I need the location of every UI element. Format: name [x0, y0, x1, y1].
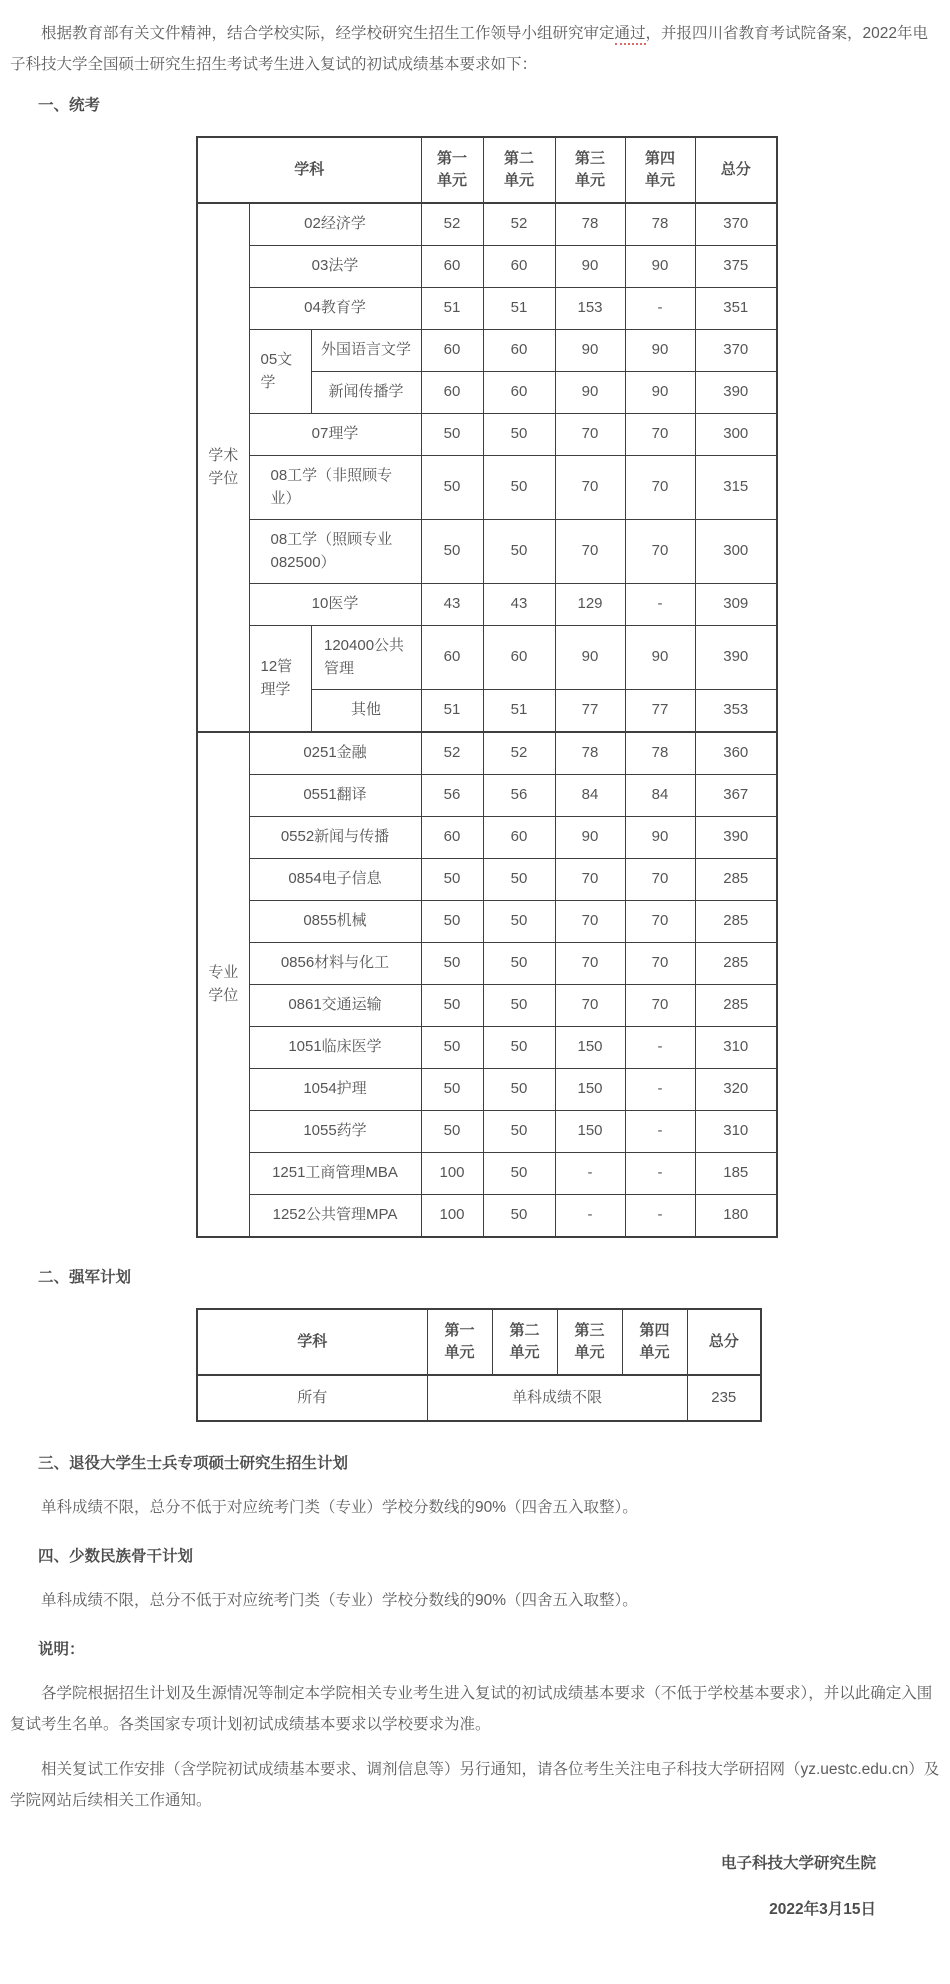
- table-row: [197, 330, 777, 372]
- score-cell: 60: [483, 246, 555, 288]
- score-cell: 51: [421, 690, 483, 733]
- table-row: [197, 732, 777, 775]
- table-row: [197, 1153, 777, 1195]
- subject-cell: 0861交通运输: [249, 985, 421, 1027]
- score-cell: 43: [483, 584, 555, 626]
- score-cell: 60: [421, 817, 483, 859]
- score-cell: 70: [625, 456, 695, 520]
- total-cell: 309: [695, 584, 777, 626]
- score-cell: 50: [483, 1069, 555, 1111]
- score-cell: 70: [555, 520, 625, 584]
- score-cell: 150: [555, 1027, 625, 1069]
- score-cell: -: [625, 584, 695, 626]
- total-cell: 235: [687, 1375, 761, 1421]
- score-cell: 90: [625, 330, 695, 372]
- score-cell: -: [625, 1069, 695, 1111]
- score-cell: 43: [421, 584, 483, 626]
- intro-text-after: ，并报四川省教育考试院备案，2022年电子科技大学全国硕士研究生招生考试考生进入复试的初试成绩基本要求如下：: [10, 25, 929, 73]
- total-cell: 285: [695, 985, 777, 1027]
- subject-cell: 0551翻译: [249, 775, 421, 817]
- score-cell: -: [625, 1195, 695, 1238]
- score-cell: 51: [483, 690, 555, 733]
- score-cell: 60: [421, 330, 483, 372]
- score-cell: -: [625, 1111, 695, 1153]
- total-cell: 310: [695, 1027, 777, 1069]
- subject-cell: 0856材料与化工: [249, 943, 421, 985]
- subject-sub-cell: [311, 626, 421, 690]
- footer-date: 2022年3月15日: [769, 1901, 876, 1918]
- total-cell: 315: [695, 456, 777, 520]
- score-cell: 78: [555, 203, 625, 246]
- score-cell: 50: [421, 1069, 483, 1111]
- score-cell: 153: [555, 288, 625, 330]
- score-cell: 52: [483, 732, 555, 775]
- score-cell: 50: [421, 414, 483, 456]
- table-row: [197, 1069, 777, 1111]
- score-cell: 90: [625, 817, 695, 859]
- section-title-notes: 说明：: [38, 1641, 85, 1658]
- subject-group-cell: [249, 626, 311, 733]
- score-cell: -: [625, 288, 695, 330]
- score-cell: 90: [625, 372, 695, 414]
- section-title-veteran-plan: 三、退役大学生士兵专项硕士研究生招生计划: [38, 1455, 349, 1472]
- header-unit1-label: 第一单元: [444, 1321, 475, 1361]
- score-cell: 51: [483, 288, 555, 330]
- table-row: [197, 1195, 777, 1238]
- header-unit2-label: 第二单元: [509, 1321, 540, 1361]
- score-cell: 52: [421, 203, 483, 246]
- header-unit2: [483, 137, 555, 203]
- score-cell: 78: [625, 203, 695, 246]
- score-cell: 150: [555, 1111, 625, 1153]
- table-row: [197, 288, 777, 330]
- score-cell: 50: [483, 1153, 555, 1195]
- qiangjun-plan-table: [196, 1308, 762, 1422]
- score-cell: 50: [421, 985, 483, 1027]
- score-cell: 70: [625, 943, 695, 985]
- score-cell: 51: [421, 288, 483, 330]
- footer: [10, 1852, 940, 1922]
- table-row: [197, 584, 777, 626]
- table-row: [197, 943, 777, 985]
- header-subject: 学科: [197, 1309, 427, 1375]
- table-row: [197, 456, 777, 520]
- score-cell: 70: [555, 985, 625, 1027]
- subject-cell: 1252公共管理MPA: [249, 1195, 421, 1238]
- score-cell: -: [555, 1153, 625, 1195]
- score-cell: 77: [625, 690, 695, 733]
- score-cell: 50: [483, 1195, 555, 1238]
- subject-cell: 02经济学: [249, 203, 421, 246]
- score-cell: 56: [421, 775, 483, 817]
- score-cell: 90: [555, 372, 625, 414]
- notes-paragraph-1: 各学院根据招生计划及生源情况等制定本学院相关专业考生进入复试的初试成绩基本要求（不低于学校基本要求），并以此确定入围复试考生名单。各类国家专项计划初试成绩基本要求以学校要求为准。: [10, 1685, 933, 1733]
- subject-cell: 10医学: [249, 584, 421, 626]
- table-row: [197, 775, 777, 817]
- subject-cell: 07理学: [249, 414, 421, 456]
- subject-cell: 0552新闻与传播: [249, 817, 421, 859]
- subject-label: 08工学（非照顾专业）: [270, 467, 393, 507]
- score-cell: 60: [483, 330, 555, 372]
- score-cell: 90: [625, 246, 695, 288]
- score-cell: 60: [421, 246, 483, 288]
- total-cell: 285: [695, 901, 777, 943]
- header-unit2: [492, 1309, 557, 1375]
- header-unit3: [555, 137, 625, 203]
- score-cell: 129: [555, 584, 625, 626]
- subject-sub-cell: 外国语言文学: [311, 330, 421, 372]
- header-unit4: [622, 1309, 687, 1375]
- subject-cell: 03法学: [249, 246, 421, 288]
- table-header-row: [197, 1309, 761, 1375]
- total-cell: 285: [695, 859, 777, 901]
- score-cell: 90: [555, 817, 625, 859]
- total-cell: 370: [695, 330, 777, 372]
- group-academic-label: 学术学位: [208, 447, 239, 487]
- total-cell: 300: [695, 520, 777, 584]
- table-row: [197, 1375, 761, 1421]
- subject-cell: 所有: [197, 1375, 427, 1421]
- group-cell-academic: [197, 203, 249, 732]
- score-cell: -: [555, 1195, 625, 1238]
- section-title-minority-plan: 四、少数民族骨干计划: [38, 1548, 194, 1565]
- score-cell: 50: [421, 1111, 483, 1153]
- total-cell: 367: [695, 775, 777, 817]
- score-cell: 70: [555, 456, 625, 520]
- score-cell: 90: [625, 626, 695, 690]
- score-cell: 50: [483, 520, 555, 584]
- subject-group-cell: [249, 330, 311, 414]
- total-cell: 360: [695, 732, 777, 775]
- subject-cell: [249, 520, 421, 584]
- notes-paragraph-2: 相关复试工作安排（含学院初试成绩基本要求、调剂信息等）另行通知，请各位考生关注电子科技大学研招网（yz.uestc.edu.cn）及学院网站后续相关工作通知。: [10, 1761, 940, 1809]
- unified-exam-table: [196, 136, 778, 1238]
- subject-cell: 04教育学: [249, 288, 421, 330]
- subject-cell: 0854电子信息: [249, 859, 421, 901]
- subject-label: 08工学（照顾专业082500）: [270, 531, 393, 571]
- intro-paragraph: [10, 18, 940, 80]
- score-cell: -: [625, 1153, 695, 1195]
- score-cell: 52: [421, 732, 483, 775]
- score-cell: 84: [555, 775, 625, 817]
- subject-cell: 1251工商管理MBA: [249, 1153, 421, 1195]
- table-row: [197, 203, 777, 246]
- score-cell: 50: [483, 414, 555, 456]
- table-row: [197, 246, 777, 288]
- header-total: 总分: [687, 1309, 761, 1375]
- score-cell: 100: [421, 1153, 483, 1195]
- header-unit3: [557, 1309, 622, 1375]
- total-cell: 375: [695, 246, 777, 288]
- score-cell: 56: [483, 775, 555, 817]
- table-row: [197, 817, 777, 859]
- intro-text-highlight: 通过: [615, 25, 646, 45]
- score-cell: 50: [421, 901, 483, 943]
- header-unit1-label: 第一单元: [437, 149, 468, 189]
- score-cell: 60: [483, 626, 555, 690]
- score-cell: 150: [555, 1069, 625, 1111]
- score-cell: 52: [483, 203, 555, 246]
- score-cell: 90: [555, 330, 625, 372]
- total-cell: 300: [695, 414, 777, 456]
- total-cell: 390: [695, 626, 777, 690]
- score-cell: 90: [555, 246, 625, 288]
- score-note-cell: 单科成绩不限: [427, 1375, 687, 1421]
- subject-cell: 1055药学: [249, 1111, 421, 1153]
- score-cell: 60: [421, 372, 483, 414]
- score-cell: 50: [483, 456, 555, 520]
- group-professional-label: 专业学位: [208, 964, 239, 1004]
- total-cell: 353: [695, 690, 777, 733]
- score-cell: 70: [555, 943, 625, 985]
- score-cell: 50: [421, 1027, 483, 1069]
- score-cell: 50: [421, 456, 483, 520]
- table-row: [197, 1111, 777, 1153]
- total-cell: 310: [695, 1111, 777, 1153]
- score-cell: 50: [483, 1027, 555, 1069]
- section-title-unified-exam: 一、统考: [38, 97, 101, 114]
- table-row: [197, 520, 777, 584]
- veteran-plan-text: 单科成绩不限，总分不低于对应统考门类（专业）学校分数线的90%（四舍五入取整）。: [41, 1499, 638, 1516]
- table-row: [197, 985, 777, 1027]
- score-cell: 50: [483, 943, 555, 985]
- table-row: [197, 414, 777, 456]
- score-cell: 60: [483, 372, 555, 414]
- subject-sub-cell: 新闻传播学: [311, 372, 421, 414]
- subject-sub-label: 120400公共管理: [324, 637, 405, 677]
- subject-group-label: 05文学: [260, 351, 293, 391]
- minority-plan-text: 单科成绩不限，总分不低于对应统考门类（专业）学校分数线的90%（四舍五入取整）。: [41, 1592, 638, 1609]
- score-cell: 50: [483, 1111, 555, 1153]
- header-unit1: [421, 137, 483, 203]
- table-row: [197, 901, 777, 943]
- subject-cell: [249, 456, 421, 520]
- score-cell: 77: [555, 690, 625, 733]
- header-unit4-label: 第四单元: [639, 1321, 670, 1361]
- total-cell: 285: [695, 943, 777, 985]
- score-cell: 50: [421, 520, 483, 584]
- total-cell: 180: [695, 1195, 777, 1238]
- total-cell: 320: [695, 1069, 777, 1111]
- total-cell: 185: [695, 1153, 777, 1195]
- total-cell: 370: [695, 203, 777, 246]
- header-unit3-label: 第三单元: [574, 1321, 605, 1361]
- subject-cell: 0855机械: [249, 901, 421, 943]
- score-cell: 60: [483, 817, 555, 859]
- table-row: [197, 1027, 777, 1069]
- score-cell: 70: [625, 520, 695, 584]
- subject-sub-cell: 其他: [311, 690, 421, 733]
- score-cell: -: [625, 1027, 695, 1069]
- table-row: [197, 626, 777, 690]
- score-cell: 90: [555, 626, 625, 690]
- header-unit1: [427, 1309, 492, 1375]
- score-cell: 100: [421, 1195, 483, 1238]
- group-cell-professional: [197, 732, 249, 1237]
- header-unit4: [625, 137, 695, 203]
- subject-cell: 1051临床医学: [249, 1027, 421, 1069]
- score-cell: 70: [625, 859, 695, 901]
- header-total: 总分: [695, 137, 777, 203]
- score-cell: 70: [625, 901, 695, 943]
- subject-cell: 0251金融: [249, 732, 421, 775]
- score-cell: 50: [483, 985, 555, 1027]
- score-cell: 70: [555, 859, 625, 901]
- footer-organization: 电子科技大学研究生院: [720, 1855, 876, 1872]
- score-cell: 78: [625, 732, 695, 775]
- score-cell: 50: [421, 859, 483, 901]
- table-header-row: [197, 137, 777, 203]
- score-cell: 50: [421, 943, 483, 985]
- score-cell: 84: [625, 775, 695, 817]
- subject-group-label: 12管理学: [260, 658, 293, 698]
- header-unit2-label: 第二单元: [504, 149, 535, 189]
- score-cell: 50: [483, 859, 555, 901]
- total-cell: 390: [695, 817, 777, 859]
- intro-text-before: 根据教育部有关文件精神，结合学校实际，经学校研究生招生工作领导小组研究审定: [41, 25, 615, 42]
- score-cell: 60: [421, 626, 483, 690]
- header-unit4-label: 第四单元: [645, 149, 676, 189]
- table-row: [197, 859, 777, 901]
- score-cell: 70: [555, 414, 625, 456]
- header-unit3-label: 第三单元: [575, 149, 606, 189]
- score-cell: 70: [625, 985, 695, 1027]
- header-subject: 学科: [197, 137, 421, 203]
- total-cell: 351: [695, 288, 777, 330]
- subject-cell: 1054护理: [249, 1069, 421, 1111]
- section-title-qiangjun-plan: 二、强军计划: [38, 1269, 132, 1286]
- score-cell: 78: [555, 732, 625, 775]
- total-cell: 390: [695, 372, 777, 414]
- score-cell: 70: [625, 414, 695, 456]
- score-cell: 70: [555, 901, 625, 943]
- score-cell: 50: [483, 901, 555, 943]
